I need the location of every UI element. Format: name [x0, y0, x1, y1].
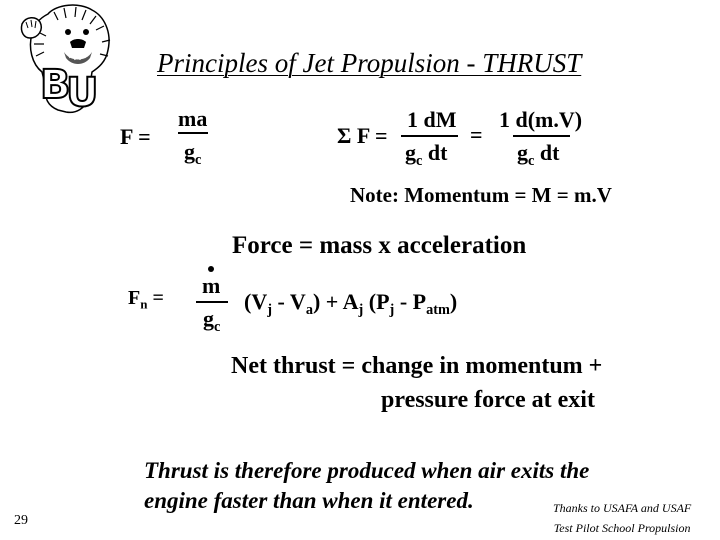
- page-number: 29: [14, 513, 28, 528]
- conclusion-text: Thrust is therefore produced when air exits the engine faster than when it entered.: [144, 458, 590, 513]
- svg-text:B: B: [40, 62, 71, 108]
- net-thrust-line1: Net thrust = change in momentum +: [231, 353, 603, 379]
- momentum-frac2-numerator: 1 d(m.V): [499, 107, 583, 132]
- momentum-frac2-bar: [513, 135, 570, 137]
- momentum-note: Note: Momentum = M = m.V: [350, 183, 612, 207]
- momentum-frac1-bar: [401, 135, 458, 137]
- mass-flow-dot-icon: [208, 266, 214, 272]
- thrust-rhs: $(V_j - V_a) + A_j$ $(P_j - P_{atm})$: [244, 289, 458, 318]
- newton-lhs: F =: [120, 124, 151, 149]
- thrust-lhs: $F_n$ =: [128, 287, 164, 312]
- bear-mascot-icon: [18, 2, 118, 122]
- thrust-denominator: $g_c$: [203, 306, 221, 335]
- thrust-numerator: m: [202, 273, 221, 298]
- momentum-equals: =: [470, 122, 483, 147]
- momentum-frac1-numerator: 1 dM: [407, 107, 457, 132]
- thrust-fraction-bar: [196, 301, 228, 303]
- credit-line-2: Test Pilot School Propulsion: [553, 521, 691, 535]
- slide-title: Principles of Jet Propulsion - THRUST: [157, 48, 582, 78]
- newton-denominator: $g_c$: [184, 139, 202, 168]
- net-thrust-line2: pressure force at exit: [381, 387, 595, 413]
- momentum-frac1-denominator: $g_c$ dt: [405, 140, 448, 169]
- newton-fraction-bar: [178, 132, 208, 134]
- newton-numerator: ma: [178, 106, 208, 131]
- credit-note: [553, 498, 691, 538]
- bear-mascot-logo: [18, 2, 118, 122]
- momentum-lhs: Σ F =: [337, 123, 388, 148]
- svg-text:U: U: [66, 70, 99, 116]
- force-statement: Force = mass x acceleration: [232, 232, 527, 259]
- credit-line-1: Thanks to USAFA and USAF: [553, 501, 692, 515]
- momentum-frac2-denominator: $g_c$ dt: [517, 140, 560, 169]
